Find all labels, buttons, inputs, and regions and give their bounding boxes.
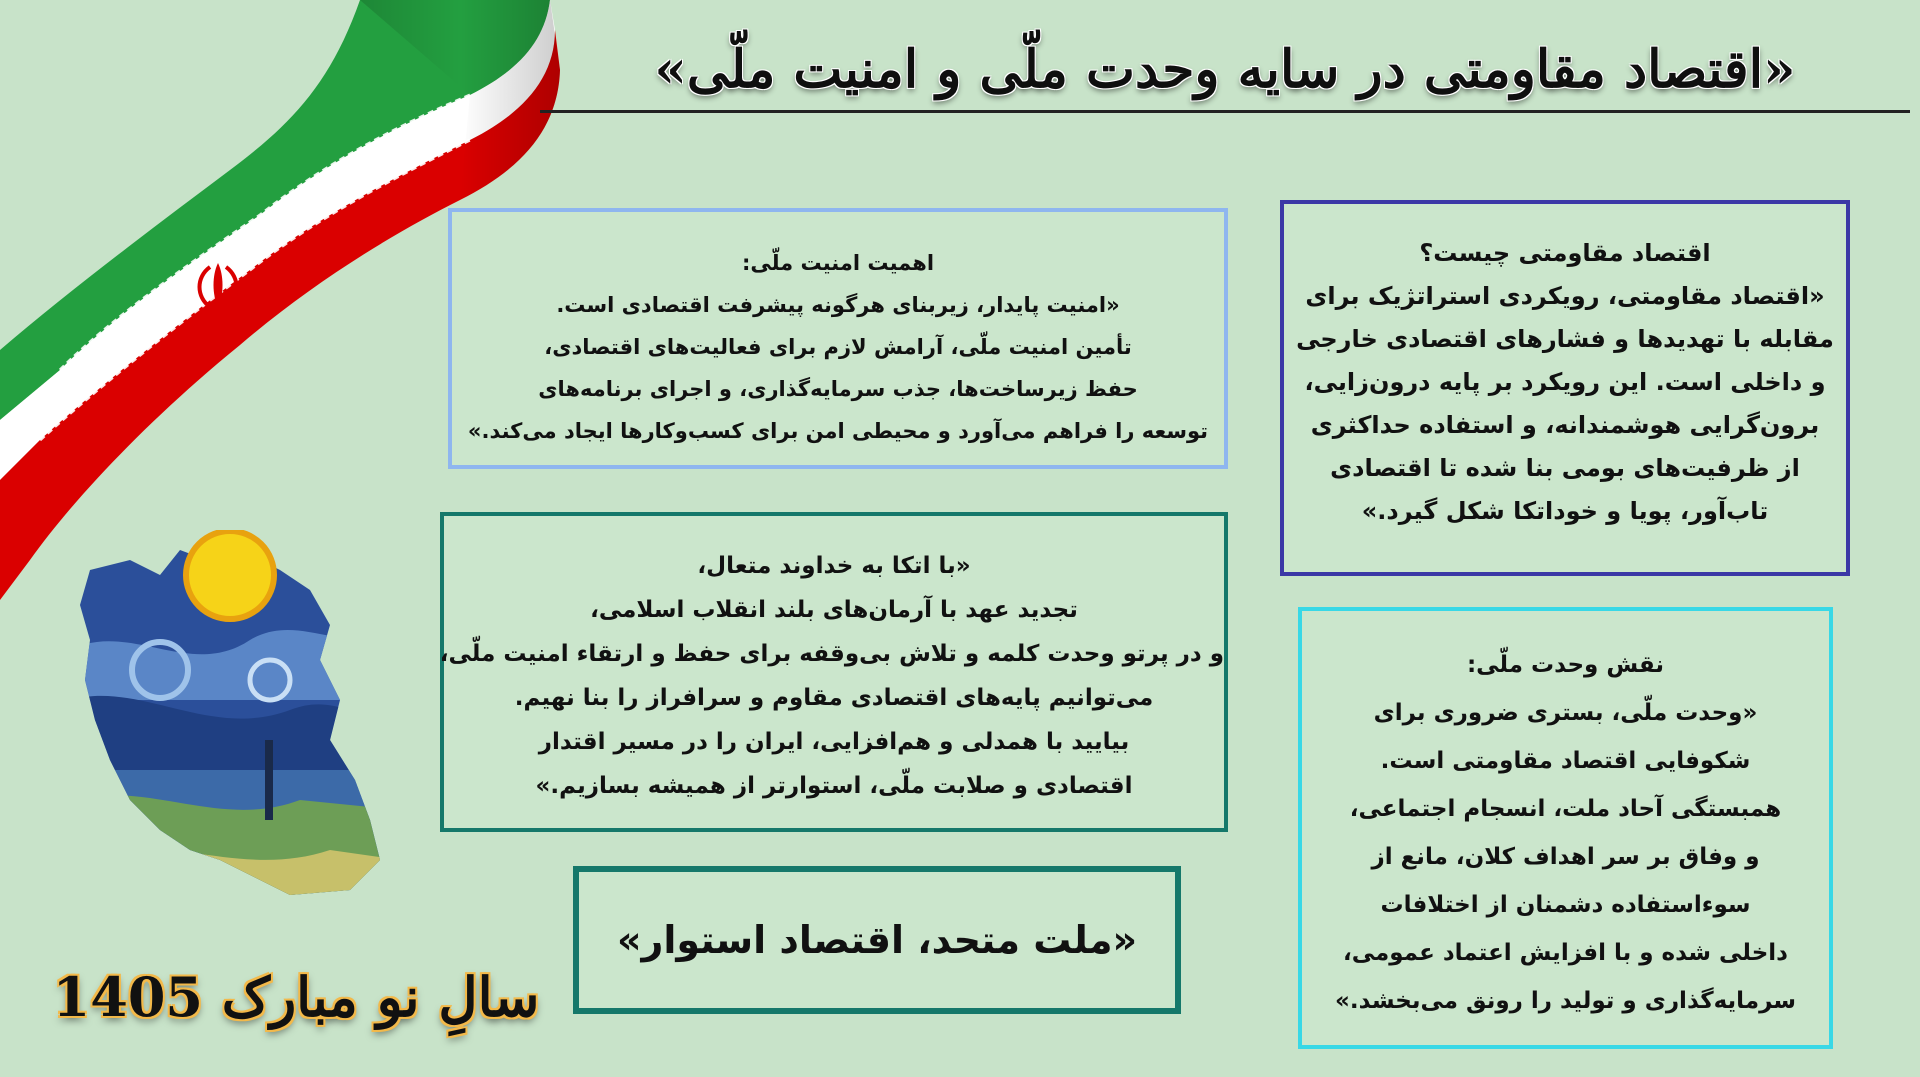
slogan-box xyxy=(573,866,1181,1014)
unity-text-line: سوءاستفاده دشمنان از اختلافات xyxy=(1380,892,1751,918)
page-title: «اقتصاد مقاومتی در سایه وحدت ملّی و امنیت ملّی» xyxy=(654,39,1796,100)
security-text-line: تأمین امنیت ملّی، آرامش لازم برای فعالیت‌های اقتصادی، xyxy=(544,335,1132,359)
security-heading: اهمیت امنیت ملّی: xyxy=(741,251,935,275)
new-year-greeting: سالِ نو مبارک 1405 xyxy=(52,965,540,1029)
pledge-text-line: می‌توانیم پایه‌های اقتصادی مقاوم و سرافراز را بنا نهیم. xyxy=(514,685,1154,711)
economy-text-line: برون‌گرایی هوشمندانه، و استفاده حداکثری xyxy=(1310,411,1820,439)
slogan-text: «ملت متحد، اقتصاد استوار» xyxy=(616,918,1138,962)
pledge-text-line: و در پرتو وحدت کلمه و تلاش بی‌وقفه برای حفظ و ارتقاء امنیت ملّی، xyxy=(439,641,1224,667)
pledge-text-line: تجدید عهد با آرمان‌های بلند انقلاب اسلامی، xyxy=(590,597,1078,623)
pledge-text-line: «با اتکا به خداوند متعال، xyxy=(697,553,971,579)
economy-text-line: از ظرفیت‌های بومی بنا شده تا اقتصادی xyxy=(1330,454,1800,482)
national-security-box xyxy=(448,208,1228,469)
security-text-line: «امنیت پایدار، زیربنای هرگونه پیشرفت اقتصادی است. xyxy=(556,293,1120,317)
economy-text-line: و داخلی است. این رویکرد بر پایه درون‌زایی، xyxy=(1304,368,1826,396)
unity-text-line: سرمایه‌گذاری و تولید را رونق می‌بخشد.» xyxy=(1335,988,1796,1014)
unity-text-line: داخلی شده و با افزایش اعتماد عمومی، xyxy=(1343,940,1788,966)
security-text-line: توسعه را فراهم می‌آورد و محیطی امن برای کسب‌وکارها ایجاد می‌کند.» xyxy=(467,419,1209,443)
unity-text-line: همبستگی آحاد ملت، انسجام اجتماعی، xyxy=(1349,796,1782,822)
economy-text-line: مقابله با تهدیدها و فشارهای اقتصادی خارجی xyxy=(1296,325,1834,353)
unity-text-line: و وفاق بر سر اهداف کلان، مانع از xyxy=(1371,844,1760,870)
security-text-line: حفظ زیرساخت‌ها، جذب سرمایه‌گذاری، و اجرای برنامه‌های xyxy=(538,377,1138,401)
pledge-box xyxy=(440,512,1228,832)
economy-text-line: «اقتصاد مقاومتی، رویکردی استراتژیک برای xyxy=(1305,282,1825,310)
unity-text-line: «وحدت ملّی، بستری ضروری برای xyxy=(1373,700,1758,726)
resistance-economy-box xyxy=(1280,200,1850,576)
pledge-text-line: بیایید با همدلی و هم‌افزایی، ایران را در مسیر اقتدار xyxy=(538,729,1130,755)
unity-text-line: شکوفایی اقتصاد مقاومتی است. xyxy=(1380,748,1751,774)
economy-text-line: تاب‌آور، پویا و خوداتکا شکل گیرد.» xyxy=(1361,497,1769,525)
economy-heading: اقتصاد مقاومتی چیست؟ xyxy=(1419,239,1711,267)
iran-map-starry-night-icon xyxy=(70,530,400,900)
pledge-text-line: اقتصادی و صلابت ملّی، استوارتر از همیشه بسازیم.» xyxy=(535,773,1133,799)
national-unity-box xyxy=(1298,607,1833,1049)
unity-heading: نقش وحدت ملّی: xyxy=(1466,652,1665,678)
title-underline xyxy=(540,110,1910,113)
